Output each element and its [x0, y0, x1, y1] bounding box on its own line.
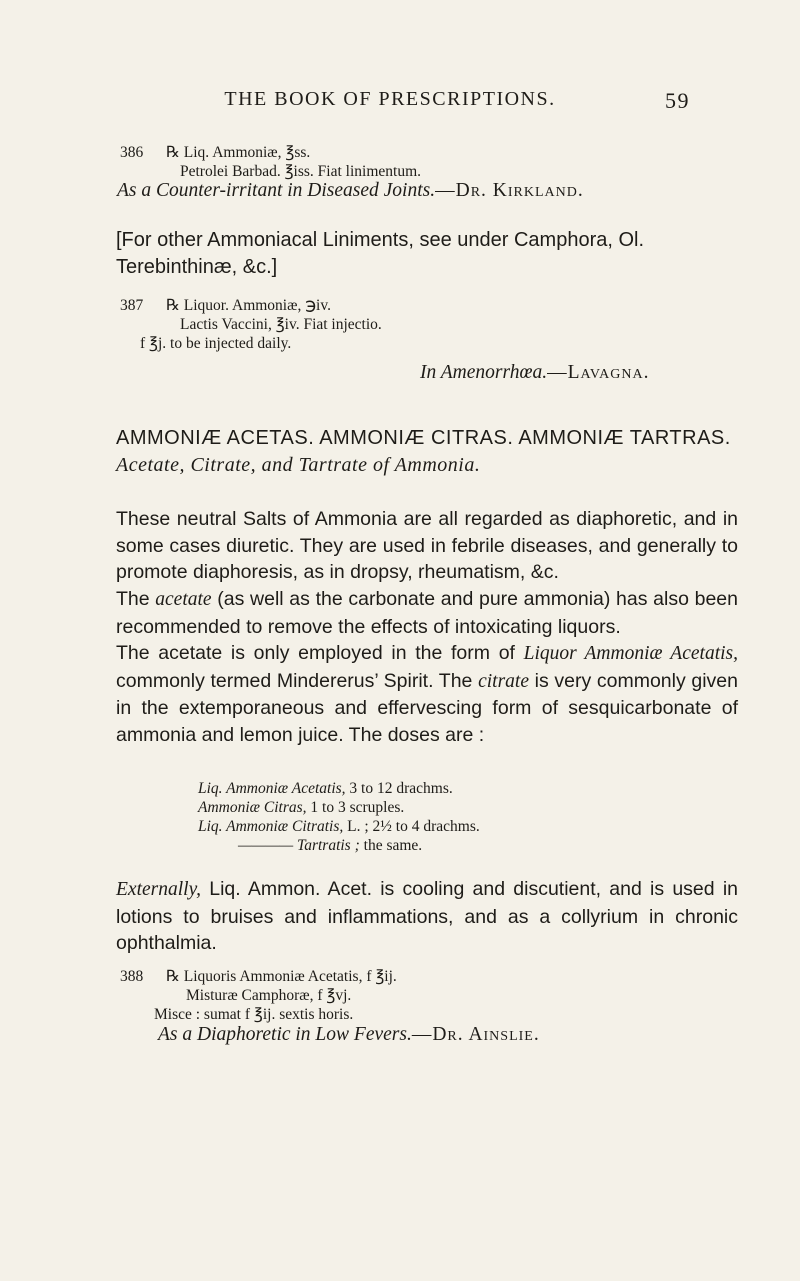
dose-row — [198, 836, 718, 855]
prescription-line: Petrolei Barbad. ℥iss. Fiat linimentum. — [180, 163, 421, 180]
prescription-line: ℞ Liquor. Ammoniæ, ℈iv. — [166, 297, 331, 314]
dose-name: Liq. Ammoniæ Citratis, — [198, 818, 344, 835]
paragraph-4 — [116, 876, 738, 957]
indication: In Amenorrhœa. — [420, 362, 548, 383]
dose-name: ———— Tartratis ; — [238, 837, 360, 854]
dose-value: L. ; 2½ to 4 drachms. — [347, 818, 480, 835]
heading-roman: AMMONIÆ ACETAS. AMMONIÆ CITRAS. AMMONIÆ TARTRAS. — [116, 427, 731, 449]
prescription-386 — [120, 143, 740, 181]
dose-row — [198, 779, 718, 798]
author: —Dr. Ainslie. — [411, 1024, 540, 1045]
prescription-line: ℞ Liquoris Ammoniæ Acetatis, f ℥ij. — [166, 968, 397, 985]
prescription-line: f ℥j. to be injected daily. — [140, 335, 292, 352]
text: The — [116, 588, 156, 610]
text: The acetate is only employed in the form of — [116, 642, 524, 664]
text: commonly termed Mindererus’ Spirit. The — [116, 669, 479, 692]
prescription-line: ℞ Liq. Ammoniæ, ℥ss. — [166, 144, 311, 161]
prescription-386-use — [117, 180, 584, 202]
dose-row — [198, 817, 718, 836]
prescription-388-use — [158, 1024, 540, 1046]
emphasis: acetate — [155, 589, 212, 610]
indication: As a Counter-irritant in Diseased Joints. — [117, 180, 436, 201]
section-heading — [116, 425, 738, 479]
cross-reference-note: [For other Ammoniacal Liniments, see under Camphora, Ol. Terebinthinæ, &c.] — [116, 229, 645, 278]
author: —Lavagna. — [547, 362, 650, 383]
heading-italic: Acetate, Citrate, and Tartrate of Ammonia. — [116, 454, 481, 476]
prescription-number: 388 — [120, 968, 144, 985]
indication: As a Diaphoretic in Low Fevers. — [158, 1024, 412, 1045]
doses-list — [198, 779, 718, 855]
dose-value: the same. — [363, 837, 423, 854]
running-title: THE BOOK OF PRESCRIPTIONS. — [224, 88, 556, 110]
text: (as well as the carbonate and pure ammonia) has also been recommended to remove the effects of intoxicating liquors. — [116, 588, 738, 638]
text: Liq. Ammon. Acet. is cooling and discutient, and is used in lotions to bruises and inflammations, and as a collyrium in chronic ophthalmia. — [116, 878, 738, 954]
text: is very commonly given in the extemporaneous and effervescing form of sesquicarbonate of ammonia and lemon juice. The doses are : — [116, 669, 738, 746]
prescription-388 — [120, 967, 740, 1024]
prescription-line: Misce : sumat f ℥ij. sextis horis. — [154, 1006, 354, 1023]
emphasis: Externally, — [116, 879, 202, 900]
author: —Dr. Kirkland. — [435, 180, 584, 201]
emphasis: Liquor Ammoniæ Acetatis, — [523, 643, 738, 664]
prescription-number: 386 — [120, 144, 144, 161]
dose-row — [198, 798, 718, 817]
running-head — [150, 88, 690, 111]
emphasis: citrate — [478, 670, 529, 692]
prescription-line: Misturæ Camphoræ, f ℥vj. — [186, 987, 352, 1004]
paragraph-3 — [116, 640, 738, 748]
prescription-number: 387 — [120, 297, 144, 314]
page-number: 59 — [665, 88, 690, 113]
paragraph-2 — [116, 586, 738, 640]
dose-value: 1 to 3 scruples. — [310, 799, 405, 816]
paragraph-1: These neutral Salts of Ammonia are all regarded as diaphoretic, and in some cases diuretic. They are used in febrile diseases, and generally to promote diaphoresis, as in dropsy, rheumatism, &c. — [116, 508, 738, 583]
prescription-387-use — [420, 362, 649, 384]
dose-name: Ammoniæ Citras, — [198, 799, 307, 816]
dose-value: 3 to 12 drachms. — [349, 780, 453, 797]
dose-name: Liq. Ammoniæ Acetatis, — [198, 780, 346, 797]
prescription-line: Lactis Vaccini, ℥iv. Fiat injectio. — [180, 316, 382, 333]
prescription-387 — [120, 296, 740, 353]
